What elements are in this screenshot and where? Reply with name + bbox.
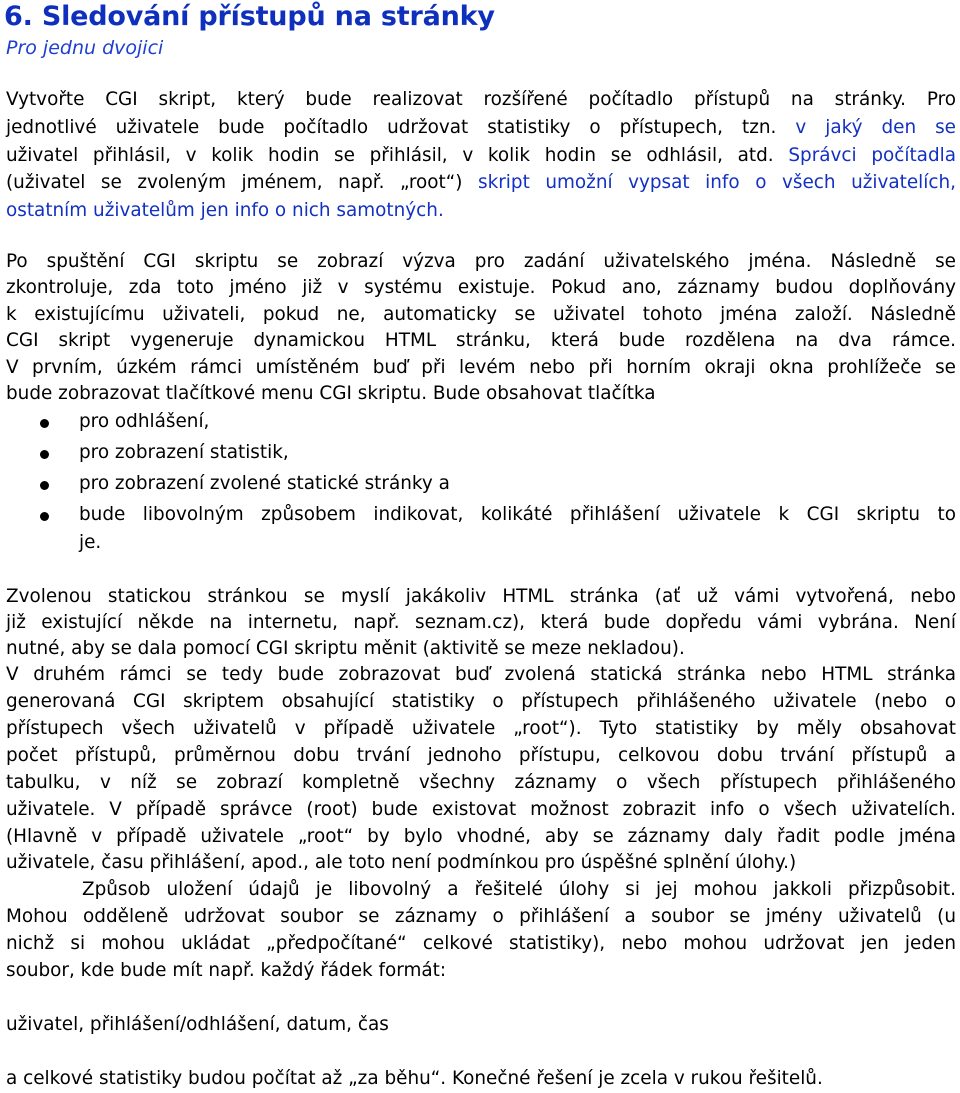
paragraph-line: generovaná CGI skriptem obsahující statistiky o přístupech přihlášeného uživatele (nebo o (6, 691, 956, 712)
list-item: pro odhlášení, (79, 411, 210, 432)
paragraph-line: V druhém rámci se tedy bude zobrazovat buď zvolená statická stránka nebo HTML stránka (6, 664, 956, 685)
paragraph-line: CGI skript vygeneruje dynamickou HTML stránku, která bude rozdělena na dva rámce. (6, 330, 956, 351)
bullet-icon (40, 419, 49, 428)
section-heading: 6. Sledování přístupů na stránky (4, 1, 495, 32)
paragraph-line: uživatele. V případě správce (root) bude existovat možnost zobrazit info o všech uživatelích. (6, 799, 956, 820)
bullet-icon (40, 512, 49, 521)
paragraph-line: Zvolenou statickou stránkou se myslí jakákoliv HTML stránka (ať už vámi vytvořená, nebo (6, 586, 956, 607)
paragraph-line: a celkové statistiky budou počítat až „za běhu“. Konečné řešení je zcela v rukou řešitelů. (6, 1068, 823, 1089)
section-subheading: Pro jednu dvojici (6, 37, 164, 59)
paragraph-line: uživatele, času přihlášení, apod., ale toto není podmínkou pro úspěšné splnění úlohy.) (6, 852, 797, 873)
paragraph-line: nichž si mohou ukládat „předpočítané“ celkové statistiky), nebo mohou udržovat jen jeden (6, 933, 956, 954)
paragraph-line: již existující někde na internetu, např. seznam.cz), která bude dopředu vámi vybrána. Není (6, 612, 956, 633)
list-item: pro zobrazení zvolené statické stránky a (79, 473, 450, 494)
paragraph-line: přístupech všech uživatelů v případě uživatele „root“). Tyto statistiky by měly obsahovat (6, 718, 956, 739)
paragraph-line: Po spuštění CGI skriptu se zobrazí výzva pro zadání uživatelského jména. Následně se (6, 251, 956, 272)
paragraph-line: Způsob uložení údajů je libovolný a řešitelé úlohy si jej mohou jakkoli přizpůsobit. (82, 879, 956, 900)
paragraph-line: k existujícímu uživateli, pokud ne, automaticky se uživatel tohoto jména založí. Následně (6, 304, 956, 325)
paragraph-line: Vytvořte CGI skript, který bude realizovat rozšířené počítadlo přístupů na stránky. Pro (6, 89, 956, 110)
paragraph-line: ostatním uživatelům jen info o nich samotných. (6, 200, 444, 221)
paragraph-line: (Hlavně v případě uživatele „root“ by bylo vhodné, aby se záznamy daly řadit podle jména (6, 826, 956, 847)
paragraph-line: počet přístupů, průměrnou dobu trvání jednoho přístupu, celkovou dobu trvání přístupů a (6, 745, 956, 766)
paragraph-line: uživatel přihlásil, v kolik hodin se přihlásil, v kolik hodin se odhlásil, atd. Správci počítadla (6, 145, 956, 166)
bullet-icon (40, 450, 49, 459)
paragraph-line: bude zobrazovat tlačítkové menu CGI skriptu. Bude obsahovat tlačítka (6, 383, 656, 404)
paragraph-line: V prvním, úzkém rámci umístěném buď při levém nebo při horním okraji okna prohlížeče se (6, 357, 956, 378)
paragraph-line: (uživatel se zvoleným jménem, např. „root“) skript umožní vypsat info o všech uživatelích, (6, 172, 956, 193)
paragraph-line: zkontroluje, zda toto jméno již v systému existuje. Pokud ano, záznamy budou doplňovány (6, 277, 956, 298)
paragraph-line: soubor, kde bude mít např. každý řádek formát: (6, 960, 447, 981)
list-item-continuation: je. (79, 532, 102, 553)
bullet-icon (40, 481, 49, 490)
paragraph-line: Mohou odděleně udržovat soubor se záznamy o přihlášení a soubor se jmény uživatelů (u (6, 906, 956, 927)
paragraph-line: nutné, aby se dala pomocí CGI skriptu měnit (aktivitě se meze nekladou). (6, 638, 685, 659)
list-item: bude libovolným způsobem indikovat, kolikáté přihlášení uživatele k CGI skriptu to (79, 504, 956, 525)
format-line: uživatel, přihlášení/odhlášení, datum, čas (6, 1014, 389, 1035)
list-item: pro zobrazení statistik, (79, 442, 289, 463)
paragraph-line: tabulku, v níž se zobrazí kompletně všechny záznamy o všech přístupech přihlášeného (6, 772, 956, 793)
paragraph-line: jednotlivé uživatele bude počítadlo udržovat statistiky o přístupech, tzn. v jaký den se (6, 117, 956, 138)
